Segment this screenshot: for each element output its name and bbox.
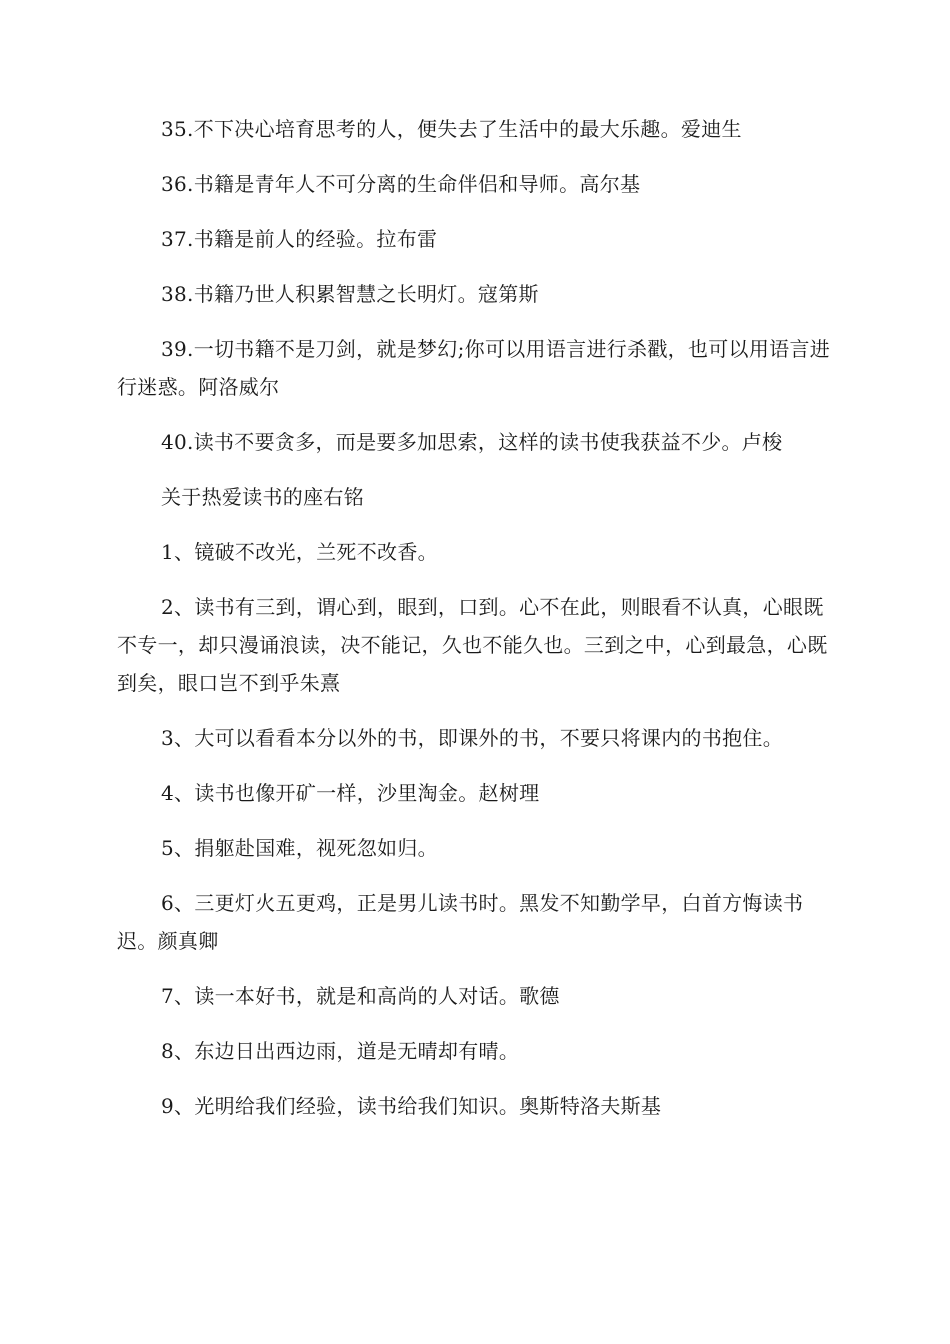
motto-5: 5、捐躯赴国难，视死忽如归。 — [161, 836, 438, 860]
quote-39: 39.一切书籍不是刀剑，就是梦幻;你可以用语言进行杀戳，也可以用语言进行迷惑。阿洛威尔 — [117, 337, 831, 399]
motto-1: 1、镜破不改光，兰死不改香。 — [161, 540, 438, 564]
motto-6: 6、三更灯火五更鸡，正是男儿读书时。黑发不知勤学早，白首方悔读书迟。颜真卿 — [117, 891, 804, 953]
motto-7: 7、读一本好书，就是和高尚的人对话。歌德 — [161, 984, 560, 1008]
motto-3: 3、大可以看看本分以外的书，即课外的书，不要只将课内的书抱住。 — [161, 726, 784, 750]
quote-38: 38.书籍乃世人积累智慧之长明灯。寇第斯 — [161, 282, 539, 306]
quote-37: 37.书籍是前人的经验。拉布雷 — [161, 227, 438, 251]
motto-8: 8、东边日出西边雨，道是无晴却有晴。 — [161, 1039, 520, 1063]
quote-36: 36.书籍是青年人不可分离的生命伴侣和导师。高尔基 — [161, 172, 641, 196]
motto-9: 9、光明给我们经验，读书给我们知识。奥斯特洛夫斯基 — [161, 1094, 662, 1118]
document-body — [117, 110, 833, 1142]
motto-4: 4、读书也像开矿一样，沙里淘金。赵树理 — [161, 781, 540, 805]
section-heading: 关于热爱读书的座右铭 — [161, 485, 364, 509]
motto-2: 2、读书有三到，谓心到，眼到，口到。心不在此，则眼看不认真，心眼既不专一，却只漫诵浪读，决不能记，久也不能久也。三到之中，心到最急，心既到矣，眼口岂不到乎朱熹 — [117, 595, 828, 695]
quote-35: 35.不下决心培育思考的人，便失去了生活中的最大乐趣。爱迪生 — [161, 117, 742, 141]
quote-40: 40.读书不要贪多，而是要多加思索，这样的读书使我获益不少。卢梭 — [161, 430, 783, 454]
